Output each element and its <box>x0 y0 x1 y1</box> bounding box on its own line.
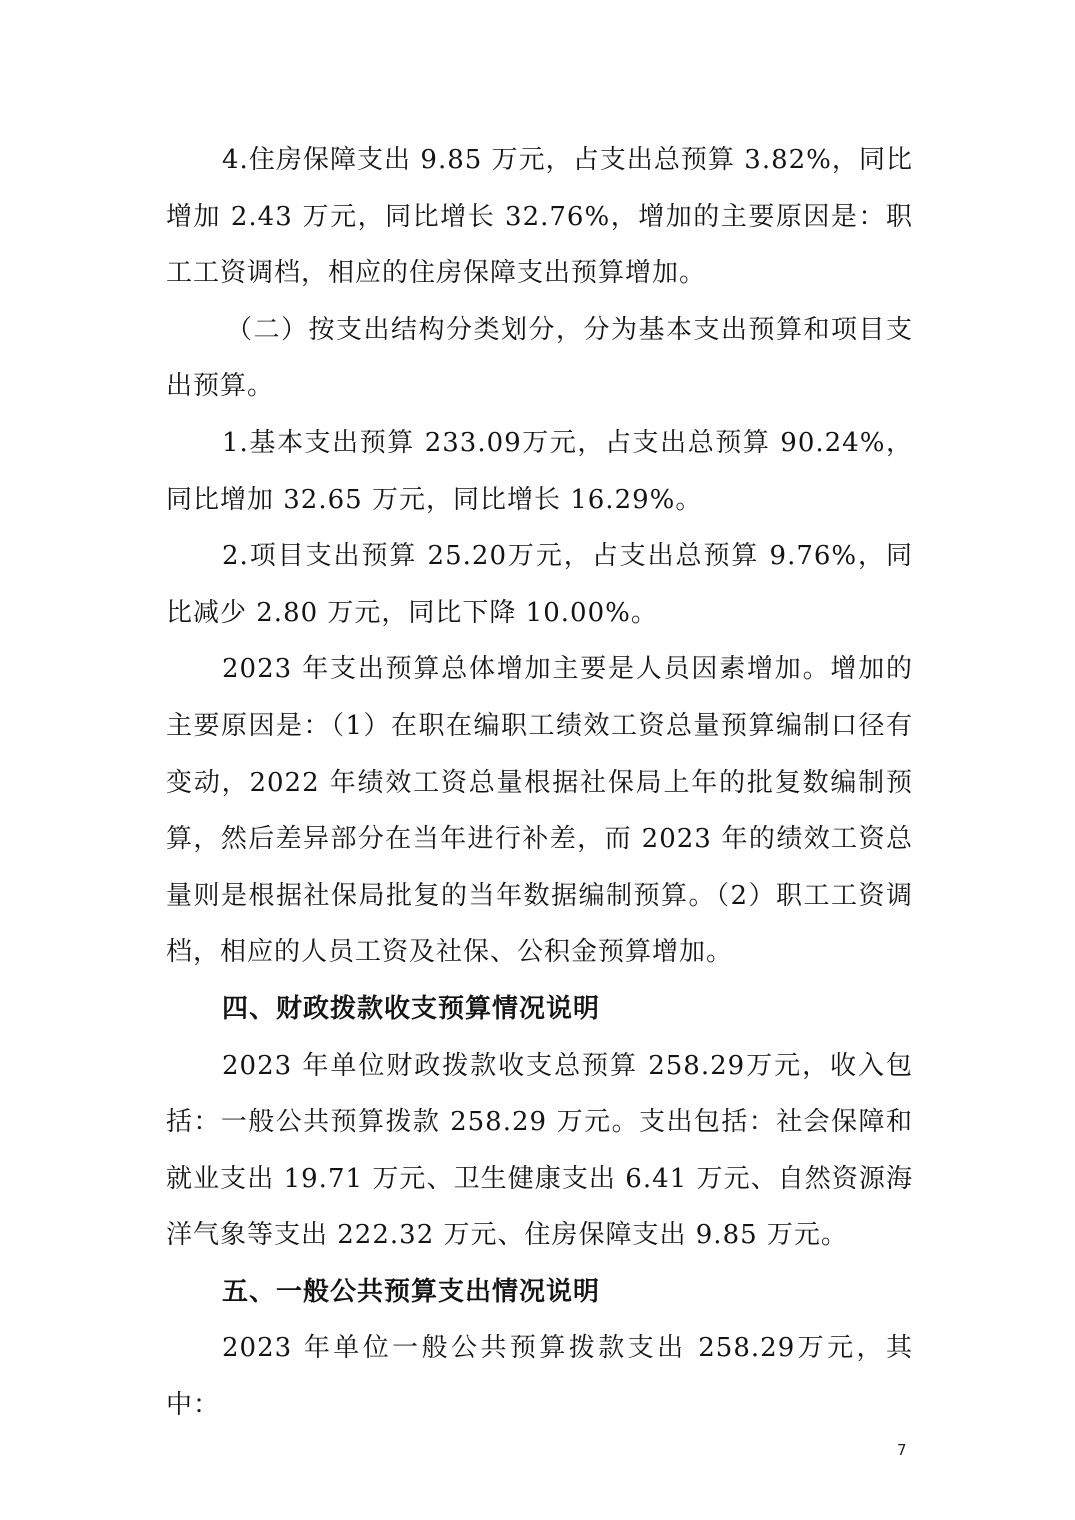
section-heading-fiscal-appropriation: 四、财政拨款收支预算情况说明 <box>222 993 601 1024</box>
paragraph-general-public-budget: 2023 年单位一般公共预算拨款支出 258.29万元，其中： <box>166 1333 913 1421</box>
paragraph-fiscal-appropriation: 2023 年单位财政拨款收支总预算 258.29万元，收入包括：一般公共预算拨款 258.29 万元。支出包括：社会保障和就业支出 19.71 万元、卫生健康支出 6.41 万元、自然资源海洋气象等支出 222.32 万元、住房保障支出 9.85 万元。 <box>166 1050 913 1251</box>
paragraph-increase-reasons: 2023 年支出预算总体增加主要是人员因素增加。增加的主要原因是：（1）在职在编职工绩效工资总量预算编制口径有变动，2022 年绩效工资总量根据社保局上年的批复数编制预算，然后差异部分在当年进行补差，而 2023 年的绩效工资总量则是根据社保局批复的当年数据编制预算。（2）职工工资调档，相应的人员工资及社保、公积金预算增加。 <box>166 654 913 968</box>
paragraph-housing-expenditure: 4.住房保障支出 9.85 万元，占支出总预算 3.82%，同比增加 2.43 万元，同比增长 32.76%，增加的主要原因是：职工工资调档，相应的住房保障支出预算增加。 <box>166 145 913 289</box>
paragraph-project-expenditure: 2.项目支出预算 25.20万元，占支出总预算 9.76%，同比减少 2.80 万元，同比下降 10.00%。 <box>166 541 913 628</box>
page-body <box>166 132 913 1434</box>
paragraph-basic-expenditure: 1.基本支出预算 233.09万元，占支出总预算 90.24%，同比增加 32.65 万元，同比增长 16.29%。 <box>166 427 913 515</box>
page-number: 7 <box>897 1441 907 1459</box>
section-heading-general-public-budget: 五、一般公共预算支出情况说明 <box>222 1276 601 1307</box>
paragraph-structure-classification: （二）按支出结构分类划分，分为基本支出预算和项目支出预算。 <box>166 314 913 402</box>
